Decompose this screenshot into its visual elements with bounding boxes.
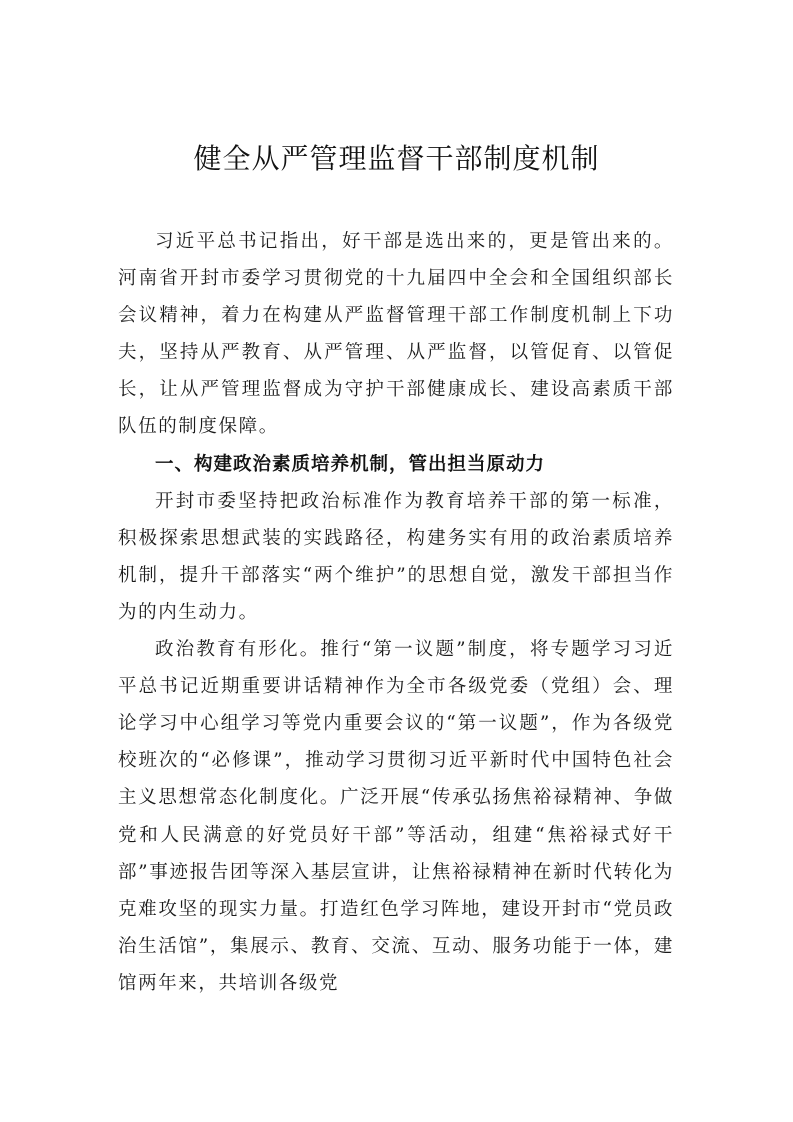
intro-paragraph: 习近平总书记指出，好干部是选出来的，更是管出来的。河南省开封市委学习贯彻党的十九届四中全会和全国组织部长会议精神，着力在构建从严监督管理干部工作制度机制上下功夫，坚持从严教育、从严管理、从严监督，以管促育、以管促长，让从严管理监督成为守护干部健康成长、建设高素质干部队伍的制度保障。	[118, 231, 674, 438]
section-1-paragraph-2: 政治教育有形化。推行“第一议题”制度，将专题学习习近平总书记近期重要讲话精神作为全市各级党委（党组）会、理论学习中心组学习等党内重要会议的“第一议题”，作为各级党校班次的“必修课”，推动学习贯彻习近平新时代中国特色社会主义思想常态化制度化。广泛开展“传承弘扬焦裕禄精神、争做党和人民满意的好党员好干部”等活动，组建“焦裕禄式好干部”事迹报告团等深入基层宣讲，让焦裕禄精神在新时代转化为克难攻坚的现实力量。打造红色学习阵地，建设开封市“党员政治生活馆”，集展示、教育、交流、互动、服务功能于一体，建馆两年来，共培训各级党	[118, 639, 674, 994]
section-1-paragraph-1: 开封市委坚持把政治标准作为教育培养干部的第一标准，积极探索思想武装的实践路径，构建务实有用的政治素质培养机制，提升干部落实“两个维护”的思想自觉，激发干部担当作为的内生动力。	[118, 490, 674, 623]
document-title: 健全从严管理监督干部制度机制	[193, 142, 600, 175]
document-body	[118, 223, 674, 1002]
section-heading-1: 一、构建政治素质培养机制，管出担当原动力	[155, 453, 546, 475]
